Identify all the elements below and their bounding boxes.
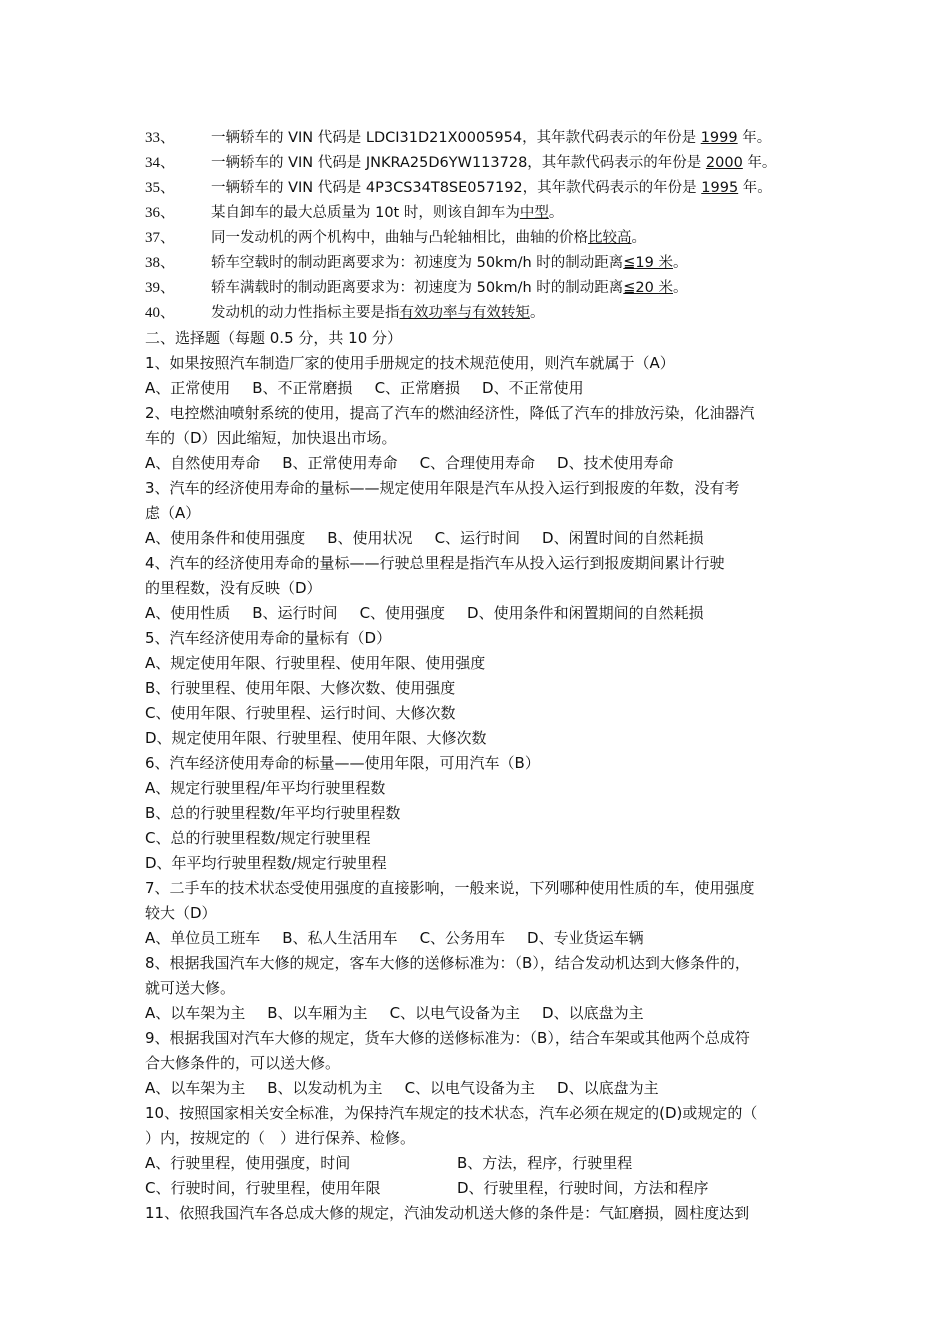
option-item: C、总的行驶里程数/规定行驶里程	[145, 829, 371, 847]
fill-item	[145, 201, 825, 226]
item-text-end: 。	[672, 280, 688, 296]
option-item: B、方法，程序，行驶里程	[457, 1154, 633, 1172]
option-item: D、以底盘为主	[542, 1004, 644, 1022]
option-row	[145, 826, 825, 851]
item-text-end: 年。	[737, 130, 772, 146]
item-answer: ≦20 米	[623, 280, 673, 296]
question-text: 虑（A）	[145, 504, 201, 522]
option-row	[145, 701, 825, 726]
option-item: D、规定使用年限、行驶里程、使用年限、大修次数	[145, 729, 487, 747]
option-row	[145, 1001, 825, 1026]
item-answer: 1999	[700, 130, 738, 146]
option-row	[145, 451, 825, 476]
option-item: C、以电气设备为主	[404, 1079, 536, 1097]
option-item: A、规定使用年限、行驶里程、使用年限、使用强度	[145, 654, 486, 672]
option-row	[145, 526, 825, 551]
option-item: B、总的行驶里程数/年平均行驶里程数	[145, 804, 401, 822]
option-item: B、行驶里程、使用年限、大修次数、使用强度	[145, 679, 456, 697]
fill-item	[145, 276, 825, 301]
option-item: B、以车厢为主	[267, 1004, 368, 1022]
option-item: C、公务用车	[419, 929, 506, 947]
option-item: B、使用状况	[327, 529, 413, 547]
option-item: D、不正常使用	[482, 379, 584, 397]
question-text: 的里程数，没有反映（D）	[145, 579, 322, 597]
option-row	[145, 651, 825, 676]
option-item: D、行驶里程，行驶时间，方法和程序	[457, 1179, 709, 1197]
option-item: A、规定行驶里程/年平均行驶里程数	[145, 779, 386, 797]
option-item: A、正常使用	[145, 379, 231, 397]
item-text: 轿车空载时的制动距离要求为：初速度为 50km/h 时的制动距离	[211, 255, 624, 271]
option-item: D、以底盘为主	[557, 1079, 659, 1097]
question-text: 11、依照我国汽车各总成大修的规定，汽油发动机送大修的条件是：气缸磨损，圆柱度达到	[145, 1204, 750, 1222]
question-text: 合大修条件的，可以送大修。	[145, 1054, 341, 1072]
item-number: 38、	[145, 255, 176, 271]
question-text: 车的（D）因此缩短，加快退出市场。	[145, 429, 397, 447]
option-item: B、正常使用寿命	[282, 454, 398, 472]
item-text-end: 。	[530, 305, 545, 321]
item-number: 35、	[145, 180, 176, 196]
option-item: D、闲置时间的自然耗损	[542, 529, 704, 547]
item-text-end: 。	[631, 230, 646, 246]
question-text: 9、根据我国对汽车大修的规定，货车大修的送修标准为：（B），结合车架或其他两个总成符	[145, 1029, 750, 1047]
option-item: B、以发动机为主	[267, 1079, 383, 1097]
option-row	[145, 1151, 825, 1176]
item-text-end: 年。	[738, 180, 772, 196]
fill-item	[145, 126, 825, 151]
item-answer: 中型	[519, 205, 549, 221]
option-item: C、以电气设备为主	[389, 1004, 521, 1022]
option-item: C、运行时间	[434, 529, 521, 547]
item-number: 37、	[145, 230, 176, 246]
option-item: A、单位员工班车	[145, 929, 261, 947]
fill-item	[145, 151, 825, 176]
item-text: 某自卸车的最大总质量为 10t 时，则该自卸车为	[211, 205, 520, 221]
question-text: ）内，按规定的（ ）进行保养、检修。	[145, 1129, 416, 1147]
option-item: D、使用条件和闲置期间的自然耗损	[467, 604, 704, 622]
question-text: 10、按照国家相关安全标准，为保持汽车规定的技术状态，汽车必须在规定的(D)或规定的（	[145, 1104, 758, 1122]
document-content	[145, 126, 825, 1226]
question-text: 8、根据我国汽车大修的规定，客车大修的送修标准为：（B），结合发动机达到大修条件的，	[145, 954, 750, 972]
item-text: 轿车满载时的制动距离要求为：初速度为 50km/h 时的制动距离	[211, 280, 624, 296]
item-text: 发动机的动力性指标主要是指	[211, 305, 400, 321]
question-text: 2、电控燃油喷射系统的使用，提高了汽车的燃油经济性，降低了汽车的排放污染，化油器汽	[145, 404, 755, 422]
item-text: 一辆轿车的 VIN 代码是 JNKRA25D6YW113728，其年款代码表示的年份是	[211, 155, 706, 171]
item-number: 39、	[145, 280, 176, 296]
option-item: C、行驶时间，行驶里程，使用年限	[145, 1179, 381, 1197]
option-row	[145, 376, 825, 401]
fill-item	[145, 176, 825, 201]
option-item: D、专业货运车辆	[527, 929, 644, 947]
option-row	[145, 1076, 825, 1101]
option-row	[145, 676, 825, 701]
option-item: A、使用性质	[145, 604, 231, 622]
item-text-end: 。	[672, 255, 688, 271]
item-answer: 有效功率与有效转矩	[399, 305, 530, 321]
question-text: 较大（D）	[145, 904, 217, 922]
item-number: 33、	[145, 130, 176, 146]
item-text: 同一发动机的两个机构中，曲轴与凸轮轴相比，曲轴的价格	[211, 230, 588, 246]
question-text: 3、汽车的经济使用寿命的量标——规定使用年限是汽车从投入运行到报废的年数，没有考	[145, 479, 740, 497]
item-number: 34、	[145, 155, 176, 171]
option-item: A、行驶里程，使用强度，时间	[145, 1154, 351, 1172]
option-item: C、合理使用寿命	[419, 454, 536, 472]
option-row	[145, 601, 825, 626]
item-text: 一辆轿车的 VIN 代码是 4P3CS34T8SE057192，其年款代码表示的年份是	[211, 180, 702, 196]
item-answer: ≦19 米	[623, 255, 673, 271]
item-answer: 比较高	[588, 230, 632, 246]
option-row	[145, 776, 825, 801]
option-row	[145, 851, 825, 876]
option-item: B、私人生活用车	[282, 929, 398, 947]
question-text: 7、二手车的技术状态受使用强度的直接影响，一般来说，下列哪种使用性质的车，使用强度	[145, 879, 755, 897]
item-text-end: 年。	[742, 155, 777, 171]
item-text-end: 。	[548, 205, 564, 221]
option-item: A、自然使用寿命	[145, 454, 261, 472]
option-item: A、以车架为主	[145, 1004, 246, 1022]
option-item: C、使用年限、行驶里程、运行时间、大修次数	[145, 704, 456, 722]
fill-item	[145, 301, 825, 326]
item-text: 一辆轿车的 VIN 代码是 LDCI31D21X0005954，其年款代码表示的年份是	[211, 130, 701, 146]
item-number: 40、	[145, 305, 176, 321]
option-item: D、年平均行驶里程数/规定行驶里程	[145, 854, 387, 872]
question-text: 4、汽车的经济使用寿命的量标——行驶总里程是指汽车从投入运行到报废期间累计行驶	[145, 554, 725, 572]
item-number: 36、	[145, 205, 176, 221]
option-row	[145, 726, 825, 751]
item-answer: 2000	[705, 155, 743, 171]
question-text: 5、汽车经济使用寿命的量标有（D）	[145, 629, 392, 647]
option-item: B、不正常磨损	[252, 379, 353, 397]
option-item: A、以车架为主	[145, 1079, 246, 1097]
item-answer: 1995	[701, 180, 739, 196]
option-row	[145, 926, 825, 951]
option-item: A、使用条件和使用强度	[145, 529, 306, 547]
question-text: 就可送大修。	[145, 979, 236, 997]
fill-item	[145, 251, 825, 276]
option-item: C、正常磨损	[374, 379, 461, 397]
option-item: B、运行时间	[252, 604, 338, 622]
section-title: 二、选择题（每题 0.5 分，共 10 分）	[145, 329, 403, 347]
option-row	[145, 1176, 825, 1201]
question-text: 1、如果按照汽车制造厂家的使用手册规定的技术规范使用，则汽车就属于（A）	[145, 354, 675, 372]
fill-item	[145, 226, 825, 251]
option-item: C、使用强度	[359, 604, 446, 622]
question-text: 6、汽车经济使用寿命的标量——使用年限，可用汽车（B）	[145, 754, 540, 772]
option-item: D、技术使用寿命	[557, 454, 674, 472]
option-row	[145, 801, 825, 826]
